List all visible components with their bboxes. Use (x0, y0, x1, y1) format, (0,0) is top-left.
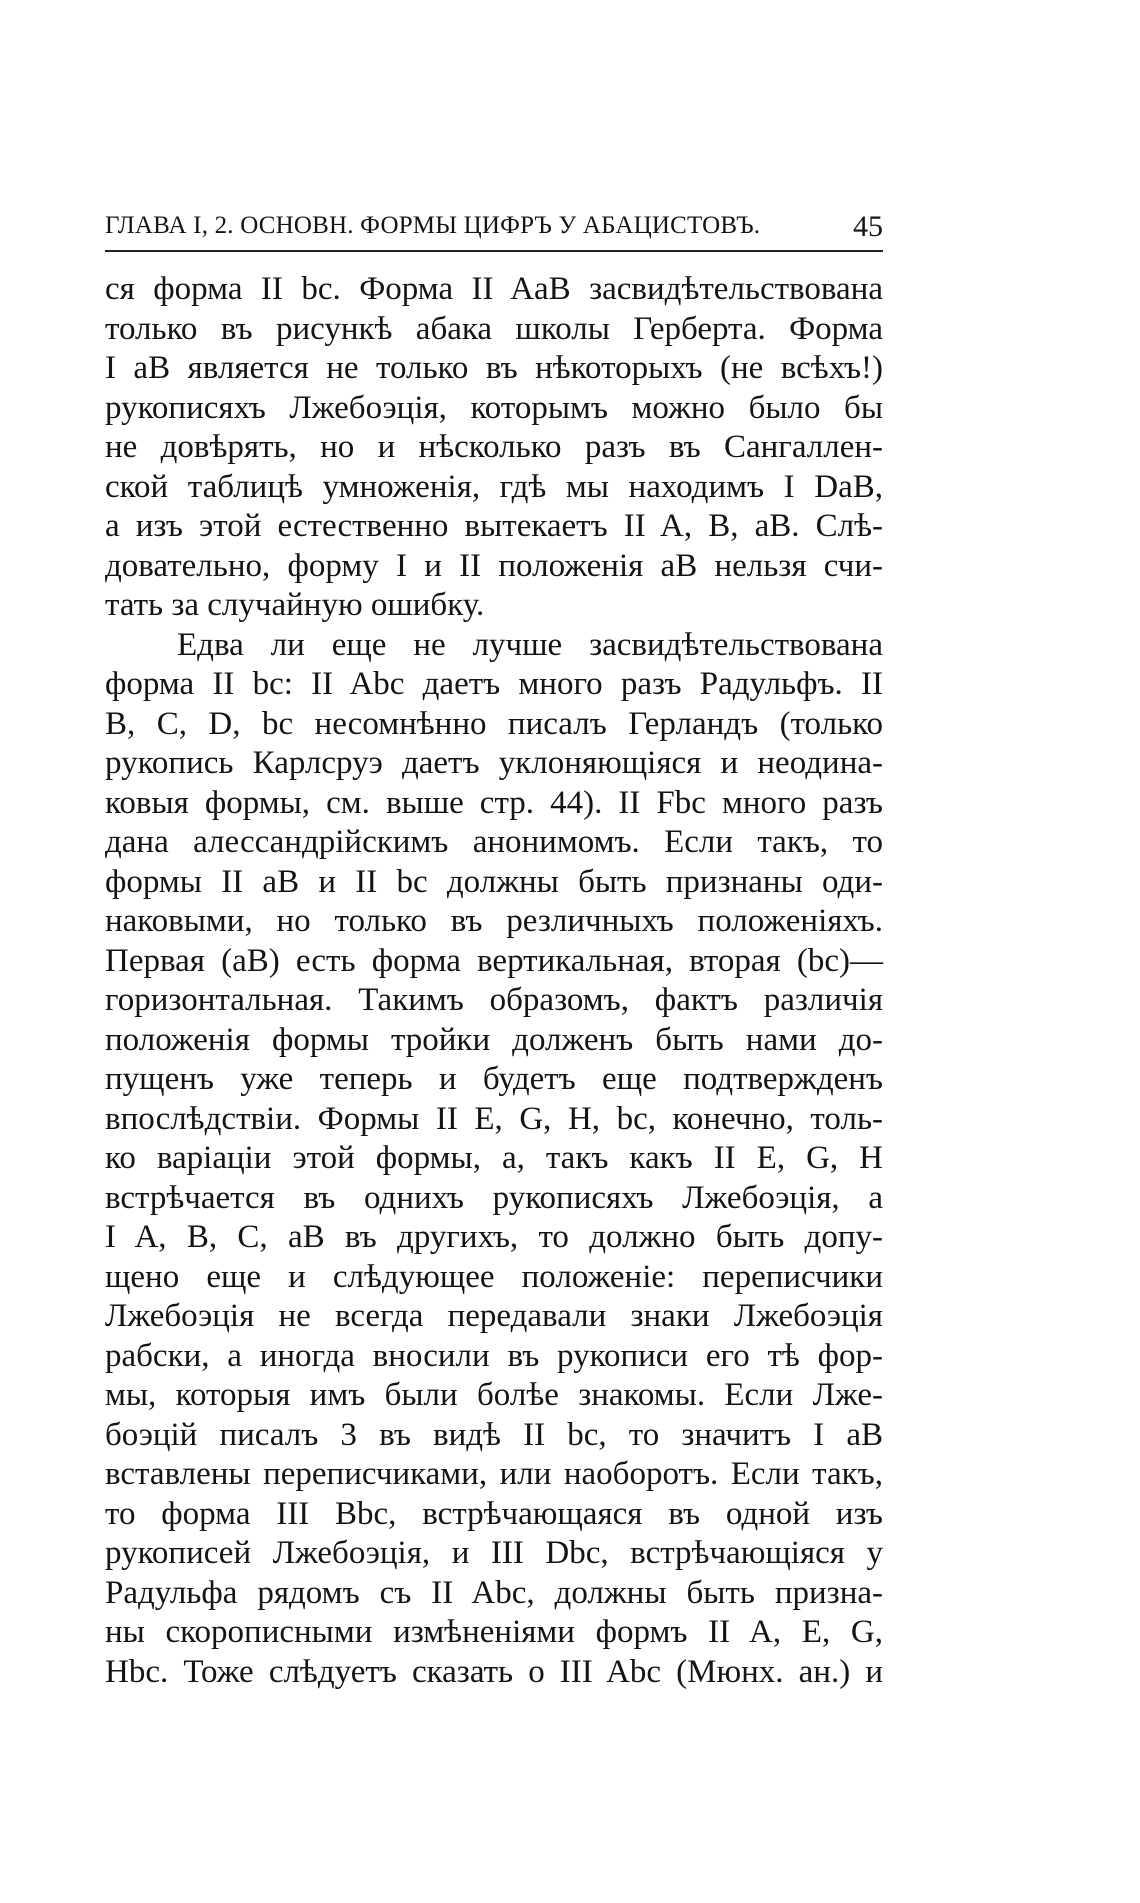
text-line: B, C, D, bc несомнѣнно писалъ Герландъ (только (105, 705, 883, 742)
page-number: 45 (853, 210, 883, 243)
text-line: ны скорописными измѣненіями формъ II A, E, G, (105, 1614, 883, 1650)
text-line: ко варіаціи этой формы, а, такъ какъ II E, G, H (105, 1140, 883, 1176)
text-line: горизонтальная. Такимъ образомъ, фактъ различія (105, 982, 883, 1018)
text-line: Лжебоэція не всегда передавали знаки Лжебоэція (105, 1298, 883, 1334)
text-line: боэцій писалъ 3 въ видѣ II bc, то значитъ I aB (105, 1416, 883, 1453)
text-line: ковыя формы, см. выше стр. 44). II Fbc много разъ (105, 784, 883, 821)
text-line: впослѣдствіи. Формы II E, G, H, bc, конечно, толь- (105, 1100, 883, 1137)
chapter-heading: ГЛАВА I, 2. ОСНОВН. ФОРМЫ ЦИФРЪ У АБАЦИСТОВЪ. (105, 212, 761, 239)
text-line: только въ рисункѣ абака школы Герберта. Форма (105, 310, 883, 347)
text-line: дана алессандрійскимъ анонимомъ. Если такъ, то (105, 824, 883, 860)
text-line: Едва ли еще не лучше засвидѣтельствована (177, 626, 883, 663)
text-line: довательно, форму I и II положенія aB нельзя счи- (105, 547, 883, 584)
text-line: форма II bc: II Abc даетъ много разъ Радульфъ. II (105, 666, 883, 702)
text-line: то форма III Bbc, встрѣчающаяся въ одной изъ (105, 1495, 883, 1532)
text-line: Первая (aB) есть форма вертикальная, вторая (bc)— (105, 942, 883, 979)
text-line: мы, которыя имъ были болѣе знакомы. Если Лже- (105, 1377, 883, 1413)
text-line: ской таблицѣ умноженія, гдѣ мы находимъ I DaB, (105, 468, 883, 505)
text-line: не довѣрять, но и нѣсколько разъ въ Сангаллен- (105, 429, 883, 465)
header-divider (105, 250, 883, 252)
text-line: ся форма II bc. Форма II AaB засвидѣтельствована (105, 271, 883, 307)
text-line: рукописяхъ Лжебоэція, которымъ можно было бы (105, 389, 883, 426)
text-line: пущенъ уже теперь и будетъ еще подтвержденъ (105, 1061, 883, 1097)
text-line: рабски, а иногда вносили въ рукописи его тѣ фор- (105, 1337, 883, 1374)
text-line: вставлены переписчиками, или наоборотъ. Если такъ, (105, 1456, 883, 1492)
paragraph-1 (105, 270, 883, 626)
text-line: щено еще и слѣдующее положеніе: переписчики (105, 1258, 883, 1295)
text-line: рукопись Карлсруэ даетъ уклоняющіяся и неодина- (105, 745, 883, 781)
paragraph-2 (105, 626, 883, 1693)
text-line: встрѣчается въ однихъ рукописяхъ Лжебоэція, а (105, 1179, 883, 1216)
text-line: I aB является не только въ нѣкоторыхъ (не всѣхъ!) (105, 350, 883, 386)
text-line: рукописей Лжебоэція, и III Dbc, встрѣчающіяся у (105, 1535, 883, 1571)
text-line: Hbc. Тоже слѣдуетъ сказать о III Abc (Мюнх. ан.) и (105, 1653, 883, 1690)
body-text (105, 270, 883, 1692)
text-line: формы II aB и II bc должны быть признаны оди- (105, 863, 883, 900)
text-line: а изъ этой естественно вытекаетъ II A, B, aB. Слѣ- (105, 508, 883, 544)
text-line: наковыми, но только въ резличныхъ положеніяхъ. (105, 903, 883, 939)
running-header (105, 212, 883, 246)
text-line: положенія формы тройки долженъ быть нами до- (105, 1021, 883, 1058)
text-line: тать за случайную ошибку. (105, 587, 485, 623)
text-line: Радульфа рядомъ съ II Abc, должны быть призна- (105, 1574, 883, 1611)
text-line: I A, B, C, aB въ другихъ, то должно быть допу- (105, 1219, 883, 1255)
